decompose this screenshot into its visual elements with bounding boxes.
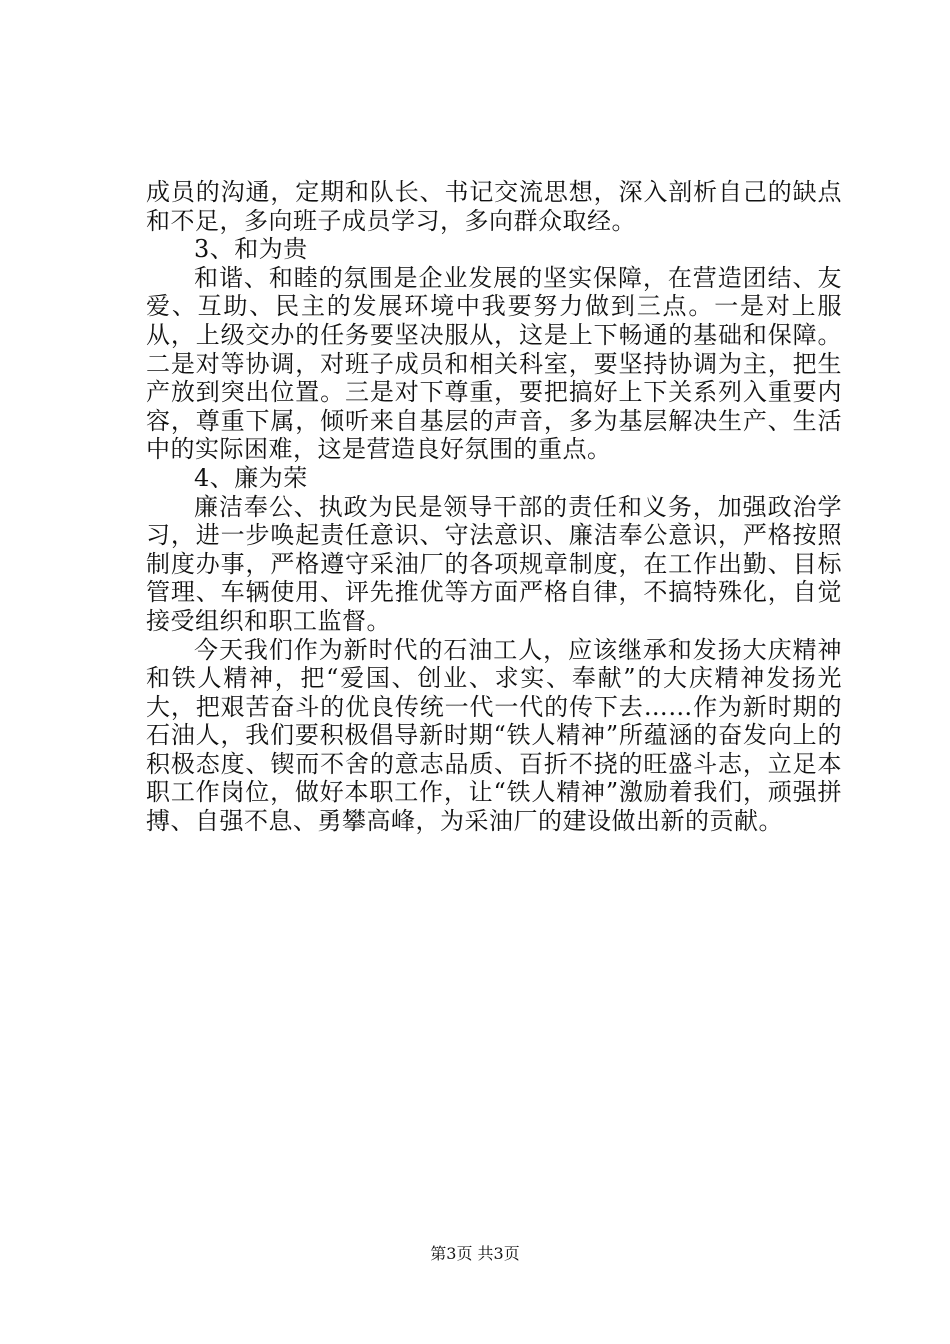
paragraph-continuation: 成员的沟通，定期和队长、书记交流思想，深入剖析自己的缺点和不足，多向班子成员学习，多向群众取经。 <box>146 178 842 235</box>
page-footer: 第3页 共3页 <box>430 1244 520 1263</box>
paragraph-integrity: 廉洁奉公、执政为民是领导干部的责任和义务，加强政治学习，进一步唤起责任意识、守法意识、廉洁奉公意识，严格按照制度办事，严格遵守采油厂的各项规章制度，在工作出勤、目标管理、车辆使用、评先推优等方面严格自律，不搞特殊化，自觉接受组织和职工监督。 <box>146 492 842 635</box>
section-heading-integrity: 4、廉为荣 <box>194 463 308 492</box>
paragraph-conclusion: 今天我们作为新时代的石油工人，应该继承和发扬大庆精神和铁人精神，把“爱国、创业、求实、奉献”的大庆精神发扬光大，把艰苦奋斗的优良传统一代一代的传下去……作为新时期的石油人，我们要积极倡导新时期“铁人精神”所蕴涵的奋发向上的积极态度、锲而不舍的意志品质、百折不挠的旺盛斗志，立足本职工作岗位，做好本职工作，让“铁人精神”激励着我们，顽强拼搏、自强不息、勇攀高峰，为采油厂的建设做出新的贡献。 <box>146 635 842 836</box>
paragraph-harmony: 和谐、和睦的氛围是企业发展的坚实保障，在营造团结、友爱、互助、民主的发展环境中我要努力做到三点。一是对上服从，上级交办的任务要坚决服从，这是上下畅通的基础和保障。二是对等协调，对班子成员和相关科室，要坚持协调为主，把生产放到突出位置。三是对下尊重，要把搞好上下关系列入重要内容，尊重下属，倾听来自基层的声音，多为基层解决生产、生活中的实际困难，这是营造良好氛围的重点。 <box>146 263 842 464</box>
document-body <box>146 178 842 836</box>
section-heading-harmony: 3、和为贵 <box>194 235 308 264</box>
